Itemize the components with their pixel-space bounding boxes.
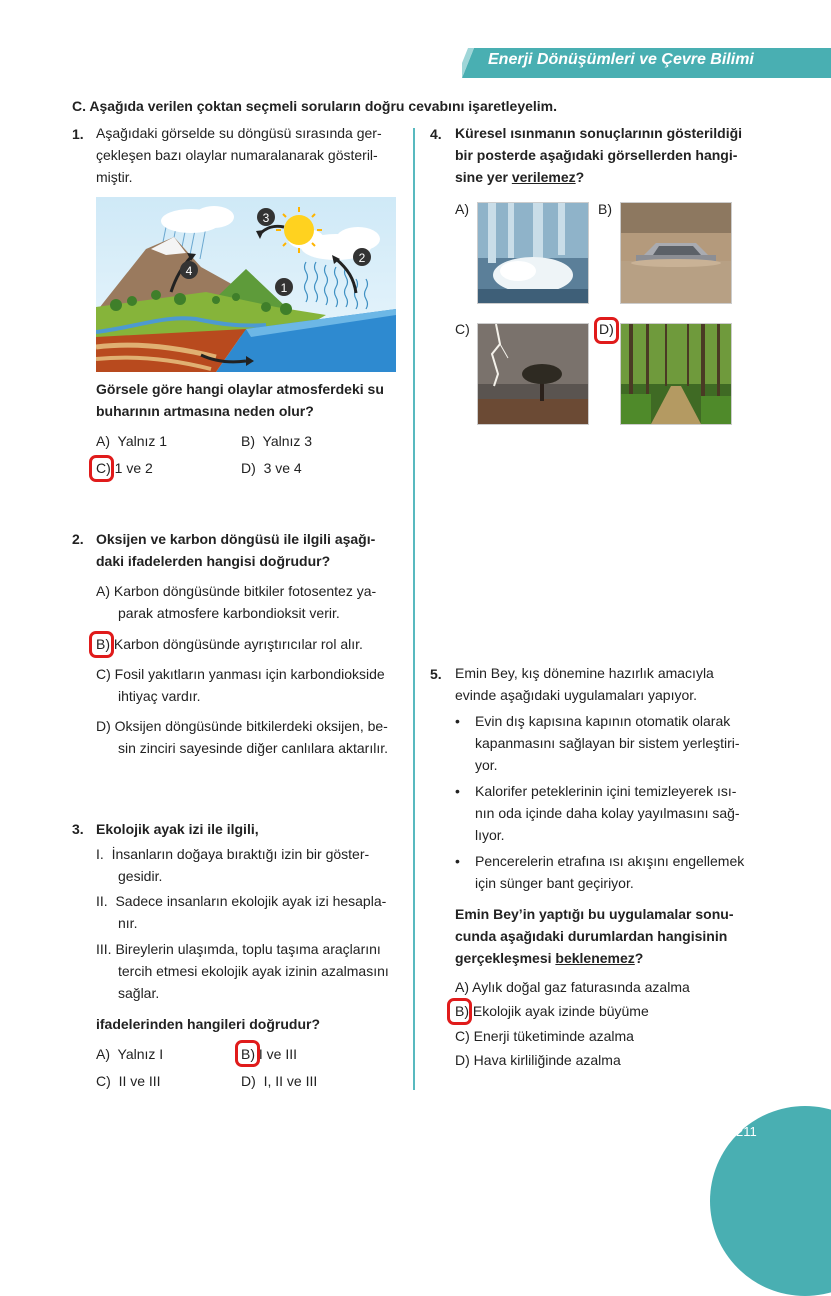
q3-option-b[interactable]: B) I ve III — [241, 1046, 298, 1062]
q2-option-b[interactable]: B) Karbon döngüsünde ayrıştırıcılar rol alır. — [96, 636, 363, 652]
lightning-icon — [478, 324, 588, 424]
q5-intro-line: Emin Bey, kış dönemine hazırlık amacıyla — [455, 665, 714, 681]
answer-mark-q4 — [594, 317, 619, 344]
q5-question-line: Emin Bey’in yaptığı bu uygulamalar sonu- — [455, 906, 734, 922]
flooded-car-icon — [621, 203, 731, 303]
q1-intro-line: Aşağıdaki görselde su döngüsü sırasında ger- — [96, 125, 382, 141]
q5-option-a[interactable]: A) Aylık doğal gaz faturasında azalma — [455, 979, 690, 995]
q2-question-line: Oksijen ve karbon döngüsü ile ilgili aşağı- — [96, 531, 376, 547]
q4-emphasis: verilemez — [511, 169, 576, 185]
q2-option-c[interactable]: C) Fosil yakıtların yanması için karbondiokside ihtiyaç vardır. — [96, 666, 385, 704]
q1-intro-line: çekleşen bazı olaylar numaralanarak gösteril- — [96, 147, 378, 163]
q1-question — [96, 378, 401, 422]
page-number-badge — [710, 1106, 831, 1296]
q4-option-c-picture[interactable] — [477, 323, 589, 425]
answer-mark-q1 — [89, 455, 114, 482]
q1-intro-line: miştir. — [96, 169, 133, 185]
forest-icon — [621, 324, 731, 424]
badge-3: 3 — [262, 211, 270, 225]
q5-intro-line: evinde aşağıdaki uygulamaları yapıyor. — [455, 687, 698, 703]
q4-number: 4. — [430, 126, 442, 142]
q2-option-a[interactable]: A) Karbon döngüsünde bitkiler fotosentez ya- parak atmosfere karbondioksit verir. — [96, 583, 377, 621]
q5-number: 5. — [430, 666, 442, 682]
q1-number: 1. — [72, 126, 84, 142]
answer-mark-q2 — [89, 631, 114, 658]
q5-option-c[interactable]: C) Enerji tüketiminde azalma — [455, 1028, 634, 1044]
q1-option-d[interactable]: D) 3 ve 4 — [241, 460, 302, 476]
badge-4: 4 — [185, 264, 193, 278]
q5-intro — [455, 662, 760, 706]
q4-option-d-picture[interactable] — [620, 323, 732, 425]
q3-option-a[interactable]: A) Yalnız I — [96, 1046, 164, 1062]
q4-option-c-label[interactable]: C) — [455, 321, 470, 337]
q4-option-a-label[interactable]: A) — [455, 201, 469, 217]
q1-intro — [96, 122, 396, 188]
q5-bullet-2: • Kalorifer peteklerinin içini temizleyerek ısı- nın oda içinde daha kolay yayılmasını sağ- lıyor. — [455, 783, 740, 843]
q5-question-line: cunda aşağıdaki durumlardan hangisinin — [455, 928, 728, 944]
q4-option-d-label[interactable]: D) — [599, 321, 614, 337]
glacier-icon — [478, 203, 588, 303]
q4-question: Küresel ısınmanın sonuçlarının gösterildiği bir posterde aşağıdaki görsellerden hangi- sine yer verilemez? — [455, 122, 760, 188]
q1-option-b[interactable]: B) Yalnız 3 — [241, 433, 313, 449]
column-divider — [413, 128, 415, 1090]
q3-prompt: ifadelerinden hangileri doğrudur? — [96, 1016, 321, 1032]
q1-option-c[interactable]: C) 1 ve 2 — [96, 460, 153, 476]
q4-option-a-picture[interactable] — [477, 202, 589, 304]
q1-option-a[interactable]: A) Yalnız 1 — [96, 433, 168, 449]
q3-question: Ekolojik ayak izi ile ilgili, — [96, 821, 259, 837]
badge-2: 2 — [358, 251, 366, 265]
q5-bullet-3: • Pencerelerin etrafına ısı akışını engellemek için sünger bant geçiriyor. — [455, 853, 745, 891]
section-title: C. Aşağıda verilen çoktan seçmeli soruların doğru cevabını işaretleyelim. — [72, 98, 558, 114]
answer-mark-q3 — [235, 1040, 260, 1067]
q3-statement-3: III. Bireylerin ulaşımda, toplu taşıma araçlarını tercih etmesi ekolojik ayak izinin azalmasını sağlar. — [96, 941, 389, 1001]
q1-question-line: buharının artmasına neden olur? — [96, 403, 314, 419]
q4-option-b-picture[interactable] — [620, 202, 732, 304]
q3-statement-1: I. İnsanların doğaya bıraktığı izin bir göster- gesidir. — [96, 846, 370, 884]
q5-emphasis: beklenemez — [555, 950, 635, 966]
q4-question-line: Küresel ısınmanın sonuçlarının gösterildiği — [455, 125, 743, 141]
q2-number: 2. — [72, 531, 84, 547]
q3-option-d[interactable]: D) I, II ve III — [241, 1073, 318, 1089]
q4-question-line: bir posterde aşağıdaki görsellerden hangi- — [455, 147, 738, 163]
q3-statement-2: II. Sadece insanların ekolojik ayak izi hesapla- nır. — [96, 893, 387, 931]
q5-question: Emin Bey’in yaptığı bu uygulamalar sonu- cunda aşağıdaki durumlardan hangisinin gerçekleşmesi beklenemez? — [455, 903, 760, 969]
q2-option-d[interactable]: D) Oksijen döngüsünde bitkilerdeki oksijen, be- sin zinciri sayesinde diğer canlılara aktarılır. — [96, 718, 389, 756]
q3-option-c[interactable]: C) II ve III — [96, 1073, 161, 1089]
unit-title: Enerji Dönüşümleri ve Çevre Bilimi — [488, 51, 754, 68]
q5-bullet-1: • Evin dış kapısına kapının otomatik olarak kapanmasını sağlayan bir sistem yerleştiri- yor. — [455, 713, 740, 773]
water-cycle-diagram — [96, 197, 396, 372]
q5-option-b[interactable]: B) Ekolojik ayak izinde büyüme — [455, 1003, 649, 1019]
answer-mark-q5 — [447, 998, 472, 1025]
q5-option-d[interactable]: D) Hava kirliliğinde azalma — [455, 1052, 621, 1068]
q2-question — [96, 528, 401, 572]
q3-number: 3. — [72, 821, 84, 837]
page-number: 211 — [736, 1124, 757, 1139]
q2-question-line: daki ifadelerden hangisi doğrudur? — [96, 553, 331, 569]
q1-question-line: Görsele göre hangi olaylar atmosferdeki su — [96, 381, 384, 397]
q4-option-b-label[interactable]: B) — [598, 201, 612, 217]
badge-1: 1 — [280, 281, 288, 295]
